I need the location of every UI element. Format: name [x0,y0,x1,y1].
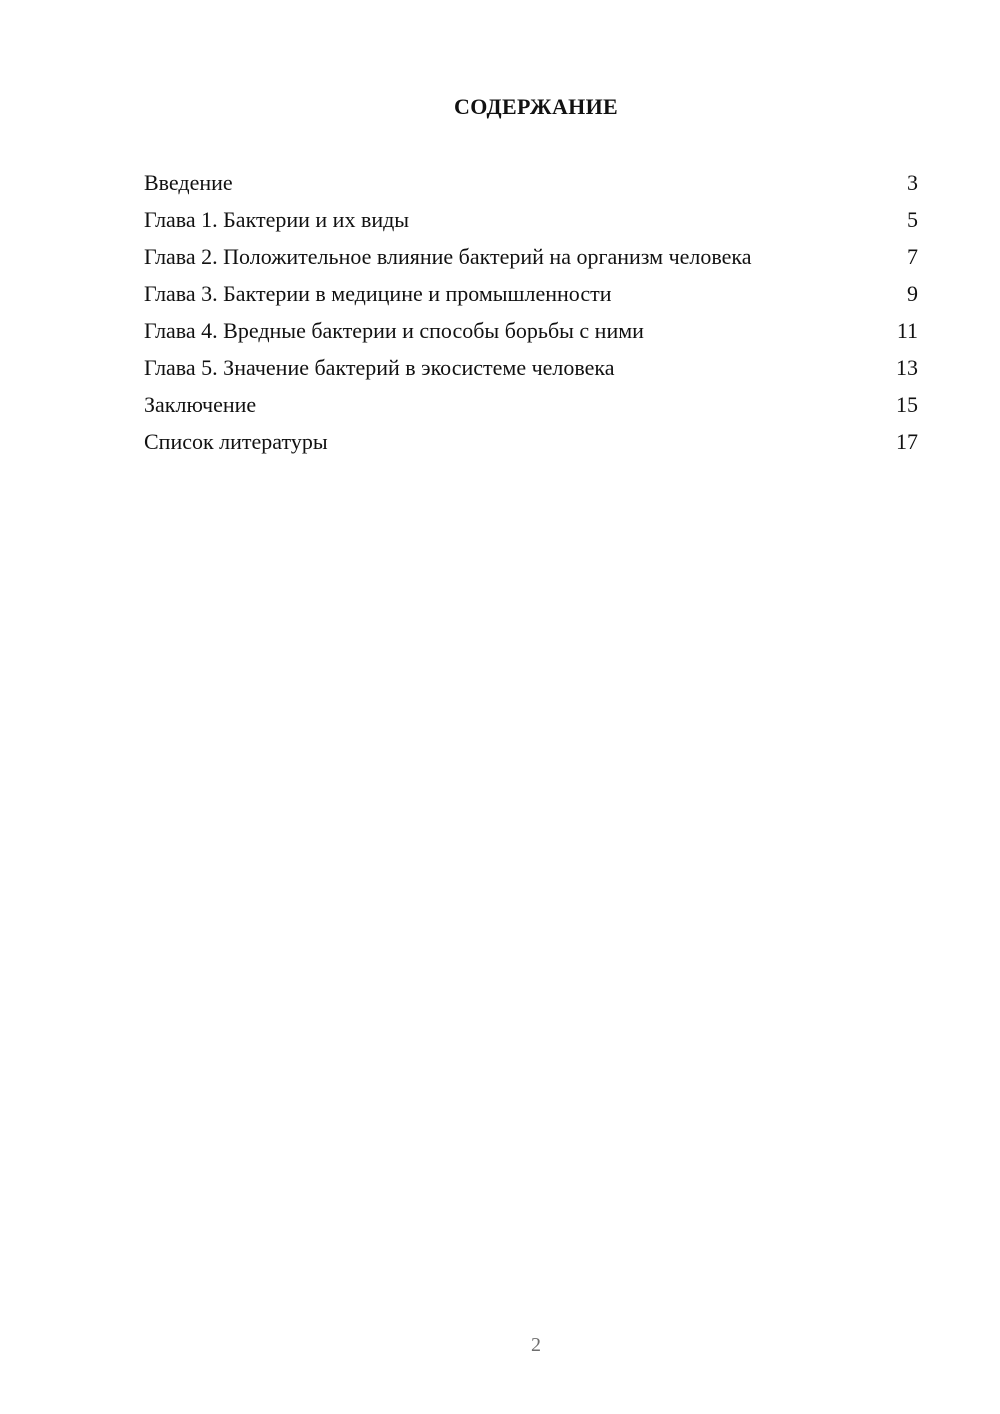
toc-entry [144,244,918,270]
toc-entry-page: 7 [907,244,918,269]
toc-entry [144,207,918,233]
toc-entry-title: Глава 5. Значение бактерий в экосистеме человека [144,355,615,380]
toc-entry-page: 15 [896,392,918,417]
table-of-contents [144,170,918,466]
toc-entry [144,429,918,455]
toc-entry [144,318,918,344]
toc-entry-page: 13 [896,355,918,380]
toc-entry [144,392,918,418]
toc-entry-title: Список литературы [144,429,328,454]
toc-entry [144,281,918,307]
toc-entry-page: 17 [896,429,918,454]
toc-entry-page: 9 [907,281,918,306]
page-number: 2 [531,1334,541,1356]
toc-entry-title: Глава 3. Бактерии в медицине и промышленности [144,281,612,306]
toc-entry-title: Глава 1. Бактерии и их виды [144,207,410,232]
toc-entry [144,170,918,196]
toc-entry [144,355,918,381]
toc-entry-page: 11 [896,318,918,343]
page-title: СОДЕРЖАНИЕ [454,94,618,119]
toc-entry-title: Глава 4. Вредные бактерии и способы борьбы с ними [144,318,644,343]
toc-entry-page: 3 [907,170,918,195]
toc-entry-title: Заключение [144,392,257,417]
toc-entry-title: Глава 2. Положительное влияние бактерий на организм человека [144,244,752,269]
toc-entry-page: 5 [907,207,918,232]
toc-entry-title: Введение [144,170,233,195]
